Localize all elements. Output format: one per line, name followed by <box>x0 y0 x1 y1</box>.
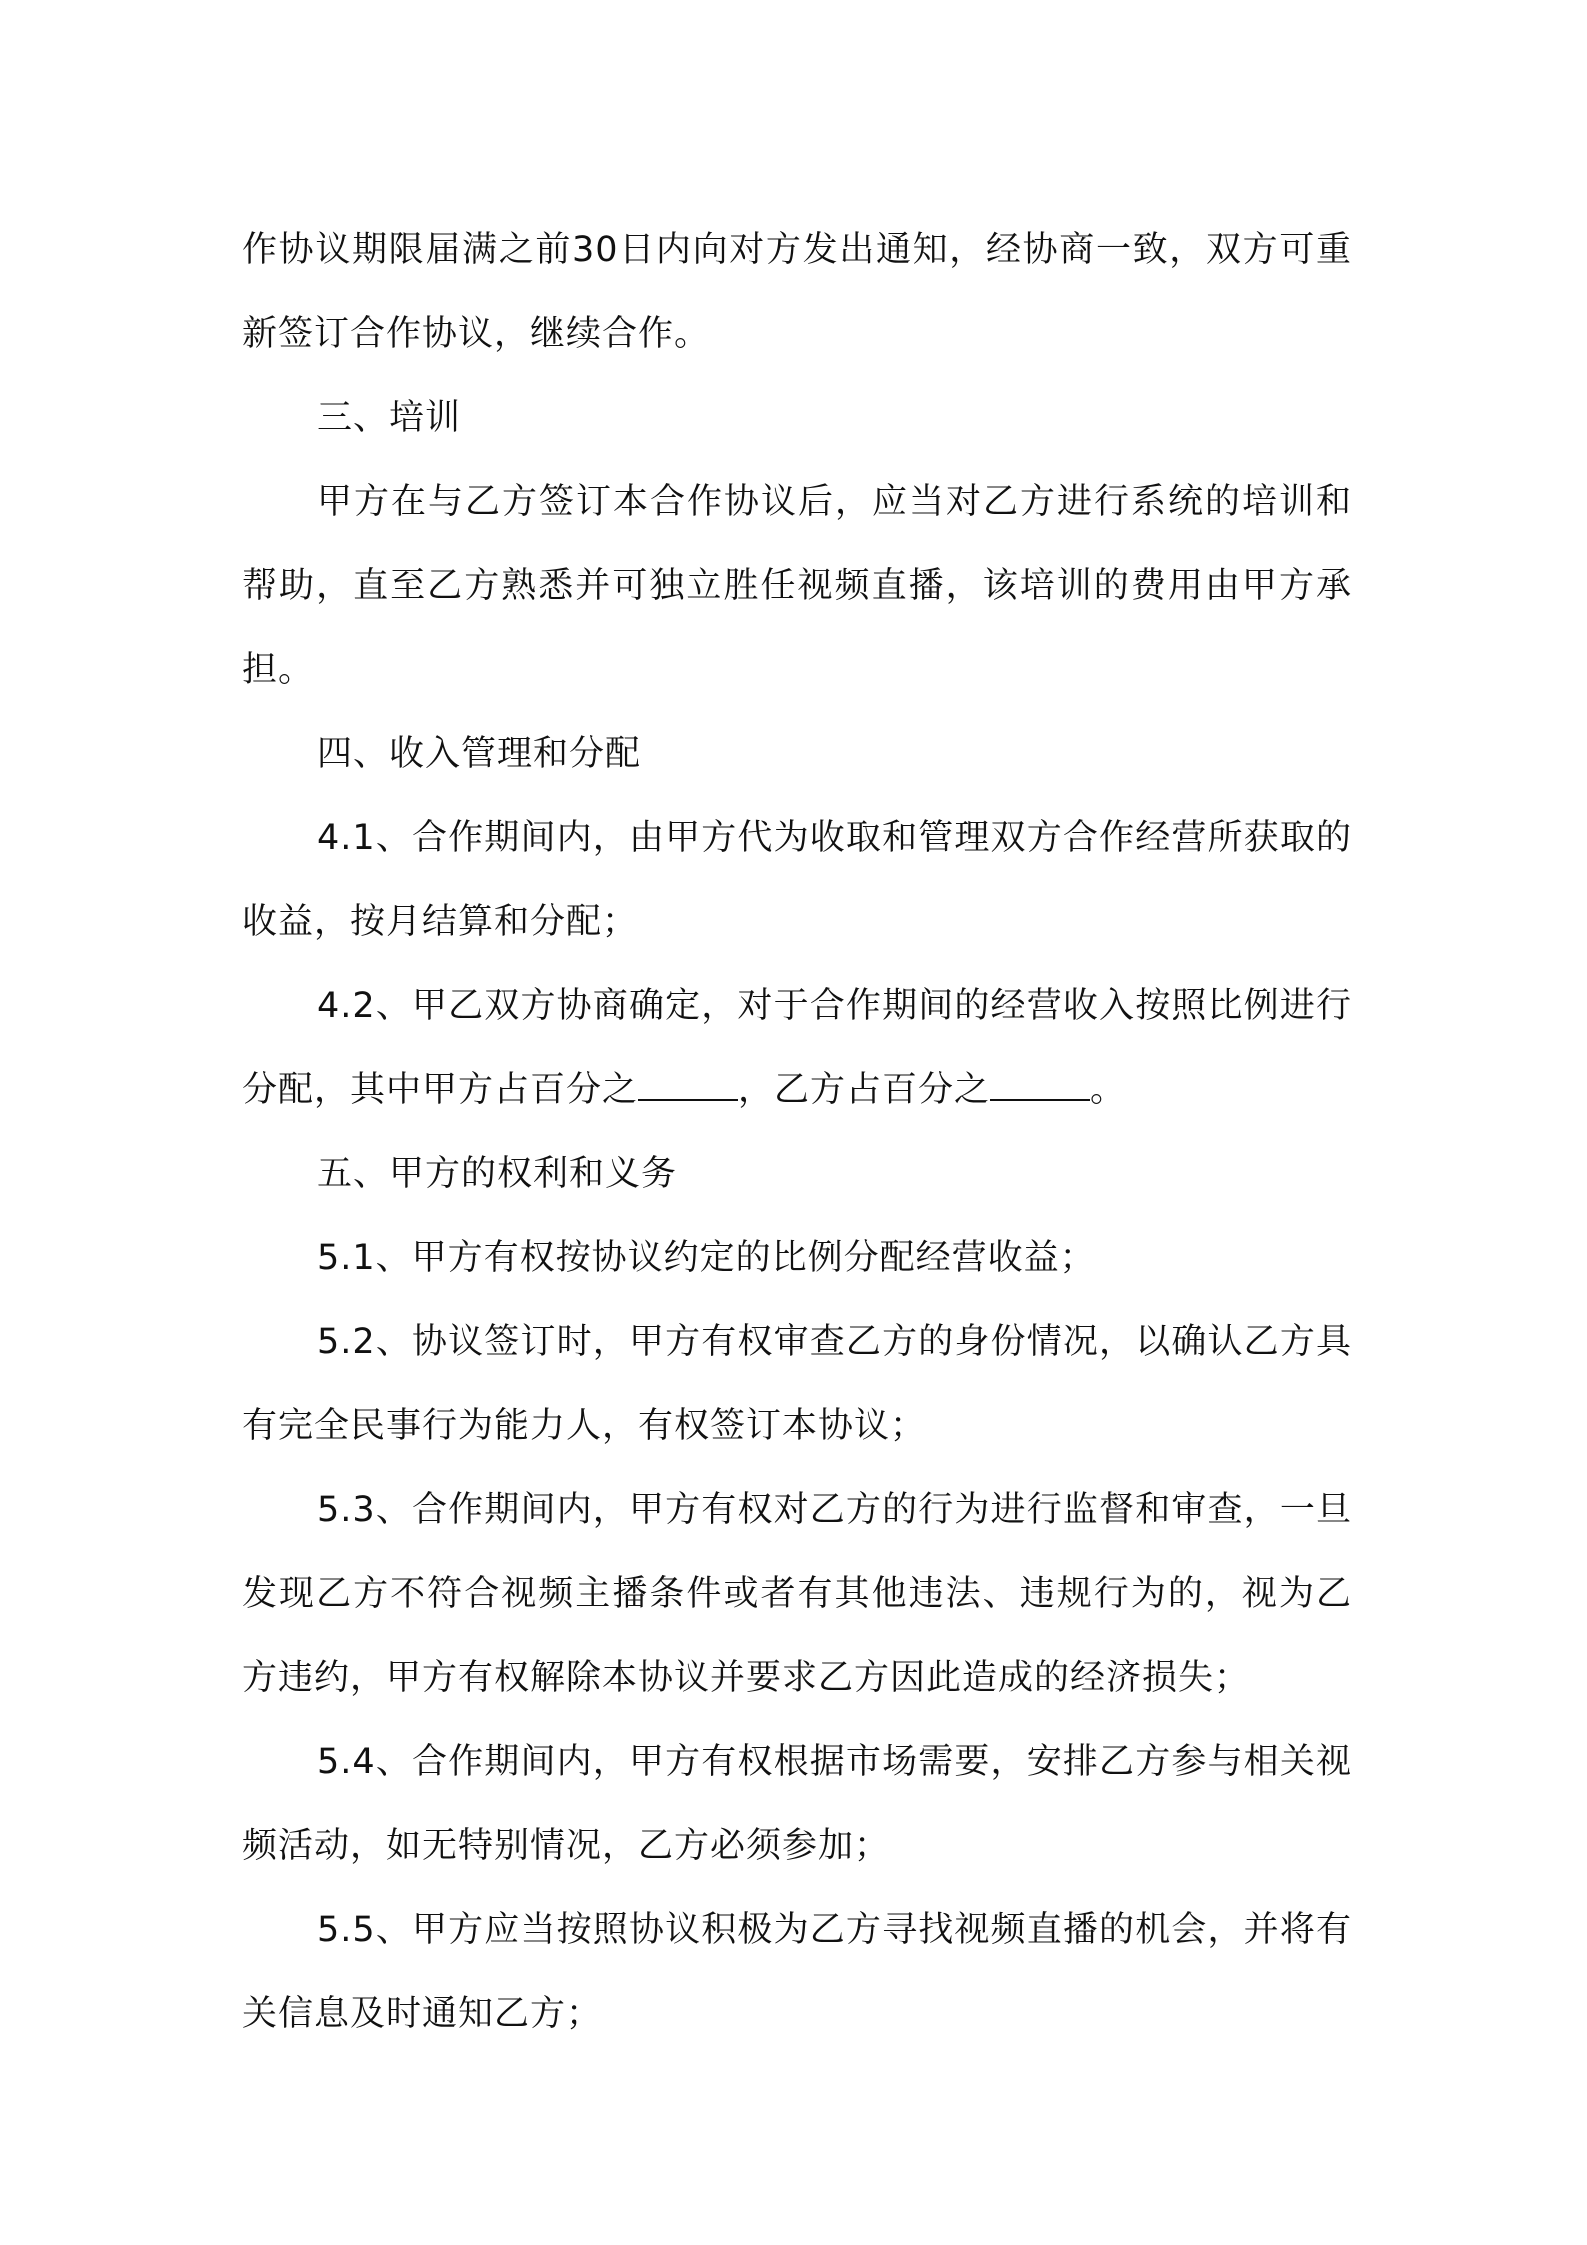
clause-4-2-text-c: 。 <box>1090 1070 1127 1110</box>
clause-5-2: 5.2、协议签订时，甲方有权审查乙方的身份情况，以确认乙方具有完全民事行为能力人，有权签订本协议； <box>242 1322 1352 1446</box>
clause-5-3: 5.3、合作期间内，甲方有权对乙方的行为进行监督和审查，一旦发现乙方不符合视频主播条件或者有其他违法、违规行为的，视为乙方违约，甲方有权解除本协议并要求乙方因此造成的经济损失； <box>242 1490 1352 1698</box>
section-heading-income: 四、收入管理和分配 <box>317 734 642 774</box>
clause-4-1: 4.1、合作期间内，由甲方代为收取和管理双方合作经营所获取的收益，按月结算和分配； <box>242 818 1352 942</box>
document-body <box>242 208 1352 2056</box>
section-heading-party-a-rights: 五、甲方的权利和义务 <box>317 1154 678 1194</box>
clause-4-2 <box>242 964 1352 1132</box>
clause-4-2-text-b: ，乙方占百分之 <box>738 1070 991 1110</box>
clause-4-2-text-a: 4.2、甲乙双方协商确定，对于合作期间的经营收入按照比例进行分配，其中甲方占百分之 <box>242 986 1352 1110</box>
paragraph-continuation: 作协议期限届满之前30日内向对方发出通知，经协商一致，双方可重新签订合作协议，继续合作。 <box>242 230 1352 354</box>
blank-line-party-a-percent <box>638 1069 738 1101</box>
paragraph-training: 甲方在与乙方签订本合作协议后，应当对乙方进行系统的培训和帮助，直至乙方熟悉并可独立胜任视频直播，该培训的费用由甲方承担。 <box>242 482 1352 690</box>
section-heading-training: 三、培训 <box>317 398 462 438</box>
clause-5-4: 5.4、合作期间内，甲方有权根据市场需要，安排乙方参与相关视频活动，如无特别情况，乙方必须参加； <box>242 1742 1352 1866</box>
clause-5-5: 5.5、甲方应当按照协议积极为乙方寻找视频直播的机会，并将有关信息及时通知乙方； <box>242 1910 1352 2034</box>
blank-line-party-b-percent <box>990 1069 1090 1101</box>
clause-5-1: 5.1、甲方有权按协议约定的比例分配经营收益； <box>317 1238 1096 1278</box>
